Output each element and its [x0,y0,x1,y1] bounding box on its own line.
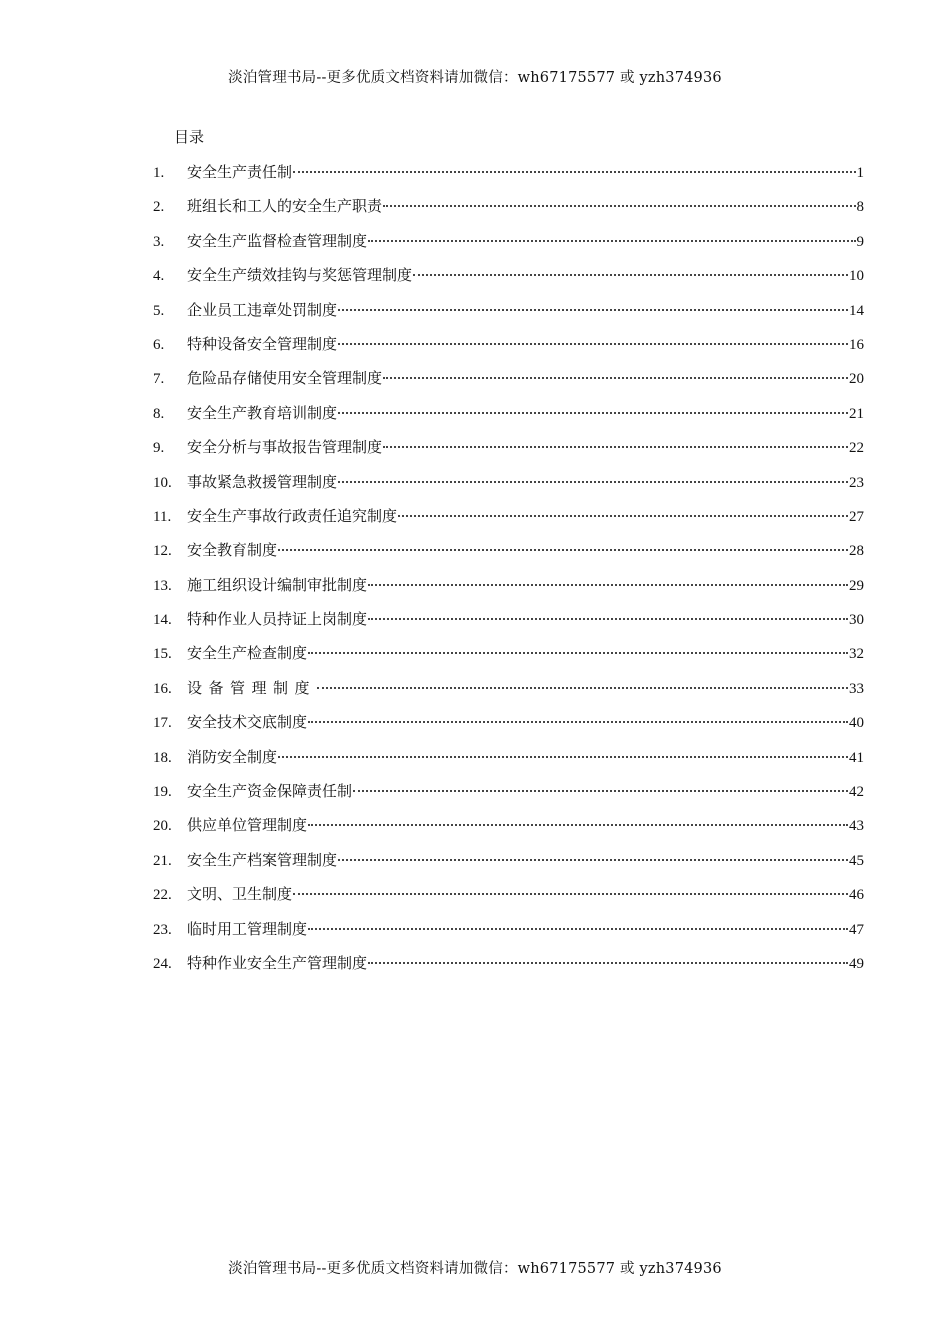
toc-entry-label: 危险品存储使用安全管理制度 [187,369,383,388]
toc-entry-label: 安全教育制度 [187,541,278,560]
toc-entry[interactable] [153,155,864,189]
toc-entry-page: 30 [849,612,864,629]
toc-dot-leader [368,584,848,586]
toc-entry[interactable] [153,843,864,877]
toc-dot-leader [293,893,848,895]
toc-entry-number: 5. [153,302,165,319]
toc-entry-page: 21 [849,405,864,422]
toc-dot-leader [293,171,855,173]
toc-entry-number: 11. [153,508,172,525]
toc-entry-label: 安全生产资金保障责任制 [187,782,353,801]
toc-entry-label: 特种作业安全生产管理制度 [187,953,368,972]
toc-entry-number: 9. [153,440,165,457]
toc-entry-page: 27 [849,508,864,525]
toc-entry[interactable] [153,602,864,636]
toc-entry-number: 16. [153,680,172,697]
toc-entry[interactable] [153,568,864,602]
toc-dot-leader [398,515,848,517]
toc-entry-number: 14. [153,612,172,629]
toc-dot-leader [383,205,855,207]
toc-entry-number: 15. [153,646,172,663]
toc-entry-label: 班组长和工人的安全生产职责 [187,197,383,216]
toc-entry[interactable] [153,705,864,739]
toc-entry-label: 安全生产责任制 [187,163,293,181]
toc-entry-label: 临时用工管理制度 [187,919,308,938]
toc-entry[interactable] [153,224,864,258]
toc-entry-label: 安全生产监督检查管理制度 [187,231,368,250]
toc-dot-leader [338,309,848,311]
toc-entry-label: 安全生产档案管理制度 [187,850,338,869]
toc-dot-leader [338,343,848,345]
toc-entry[interactable] [153,671,864,705]
toc-entry-label: 特种作业人员持证上岗制度 [187,610,368,629]
toc-entry-number: 18. [153,749,172,766]
toc-dot-leader [383,377,848,379]
toc-entry-label: 安全生产检查制度 [187,644,308,663]
toc-entry[interactable] [153,740,864,774]
page-header: 淡泊管理书局--更多优质文档资料请加微信：wh67175577 或 yzh374936 [228,70,722,86]
toc-entry[interactable] [153,946,864,980]
toc-entry-page: 9 [856,233,864,250]
toc-entry-page: 33 [849,680,864,697]
toc-entry[interactable] [153,912,864,946]
toc-entry-number: 17. [153,715,172,732]
toc-entry[interactable] [153,327,864,361]
toc-entry-number: 20. [153,818,172,835]
toc-entry-label: 消防安全制度 [187,747,278,766]
toc-entry-number: 13. [153,577,172,594]
toc-entry-number: 24. [153,955,172,972]
toc-entry[interactable] [153,533,864,567]
toc-entry-number: 22. [153,887,172,904]
toc-entry-label: 安全生产绩效挂钩与奖惩管理制度 [187,266,413,285]
toc-entry[interactable] [153,877,864,911]
toc-dot-leader [413,274,848,276]
toc-dot-leader [308,928,848,930]
toc-entry[interactable] [153,465,864,499]
toc-entry-page: 45 [849,852,864,869]
toc-dot-leader [338,859,848,861]
toc-dot-leader [278,756,848,758]
toc-entry-label: 设备管理制度 [187,678,317,697]
toc-dot-leader [353,790,848,792]
toc-dot-leader [383,446,848,448]
toc-entry-number: 8. [153,405,165,422]
toc-entry-label: 安全技术交底制度 [187,713,308,732]
toc-entry[interactable] [153,189,864,223]
toc-entry-label: 特种设备安全管理制度 [187,334,338,353]
toc-entry[interactable] [153,808,864,842]
toc-entry-page: 22 [849,440,864,457]
toc-entry-page: 8 [856,199,864,216]
toc-dot-leader [368,618,848,620]
toc-entry-page: 20 [849,371,864,388]
toc-entry-page: 28 [849,543,864,560]
table-of-contents [153,155,864,980]
page-footer: 淡泊管理书局--更多优质文档资料请加微信：wh67175577 或 yzh374936 [228,1261,722,1277]
toc-dot-leader [338,481,848,483]
toc-entry-page: 23 [849,474,864,491]
toc-entry-page: 16 [849,336,864,353]
toc-entry-label: 供应单位管理制度 [187,816,308,835]
toc-entry-page: 47 [849,921,864,938]
toc-entry-number: 7. [153,371,165,388]
toc-entry-label: 安全分析与事故报告管理制度 [187,438,383,457]
toc-entry-page: 42 [849,784,864,801]
toc-entry-label: 施工组织设计编制审批制度 [187,575,368,594]
toc-entry-page: 1 [856,165,864,181]
toc-entry-page: 14 [849,302,864,319]
toc-dot-leader [368,962,848,964]
toc-entry[interactable] [153,430,864,464]
toc-entry-page: 40 [849,715,864,732]
toc-entry-page: 43 [849,818,864,835]
toc-entry-number: 6. [153,336,165,353]
toc-entry[interactable] [153,499,864,533]
toc-entry-page: 46 [849,887,864,904]
toc-entry-label: 安全生产事故行政责任追究制度 [187,506,398,525]
toc-entry[interactable] [153,293,864,327]
toc-entry-number: 2. [153,199,165,216]
toc-entry-number: 19. [153,784,172,801]
toc-entry-number: 1. [153,165,165,181]
toc-entry[interactable] [153,636,864,670]
toc-entry[interactable] [153,258,864,292]
toc-entry-page: 41 [849,749,864,766]
toc-entry[interactable] [153,774,864,808]
toc-dot-leader [308,652,848,654]
toc-dot-leader [368,240,855,242]
toc-entry-label: 企业员工违章处罚制度 [187,300,338,319]
toc-entry-label: 安全生产教育培训制度 [187,403,338,422]
toc-entry-number: 21. [153,852,172,869]
toc-title: 目录 [174,128,205,146]
toc-entry-label: 文明、卫生制度 [187,885,293,904]
toc-dot-leader [278,549,848,551]
toc-entry-label: 事故紧急救援管理制度 [187,472,338,491]
toc-dot-leader [338,412,848,414]
toc-entry-number: 3. [153,233,165,250]
toc-entry-number: 10. [153,474,172,491]
toc-entry-number: 12. [153,543,172,560]
toc-entry-page: 10 [849,268,864,285]
toc-dot-leader [308,721,848,723]
toc-entry[interactable] [153,396,864,430]
toc-entry-number: 4. [153,268,165,285]
toc-entry[interactable] [153,361,864,395]
toc-dot-leader [308,824,848,826]
toc-entry-number: 23. [153,921,172,938]
toc-dot-leader [317,687,848,689]
toc-entry-page: 49 [849,955,864,972]
toc-entry-page: 29 [849,577,864,594]
toc-entry-page: 32 [849,646,864,663]
